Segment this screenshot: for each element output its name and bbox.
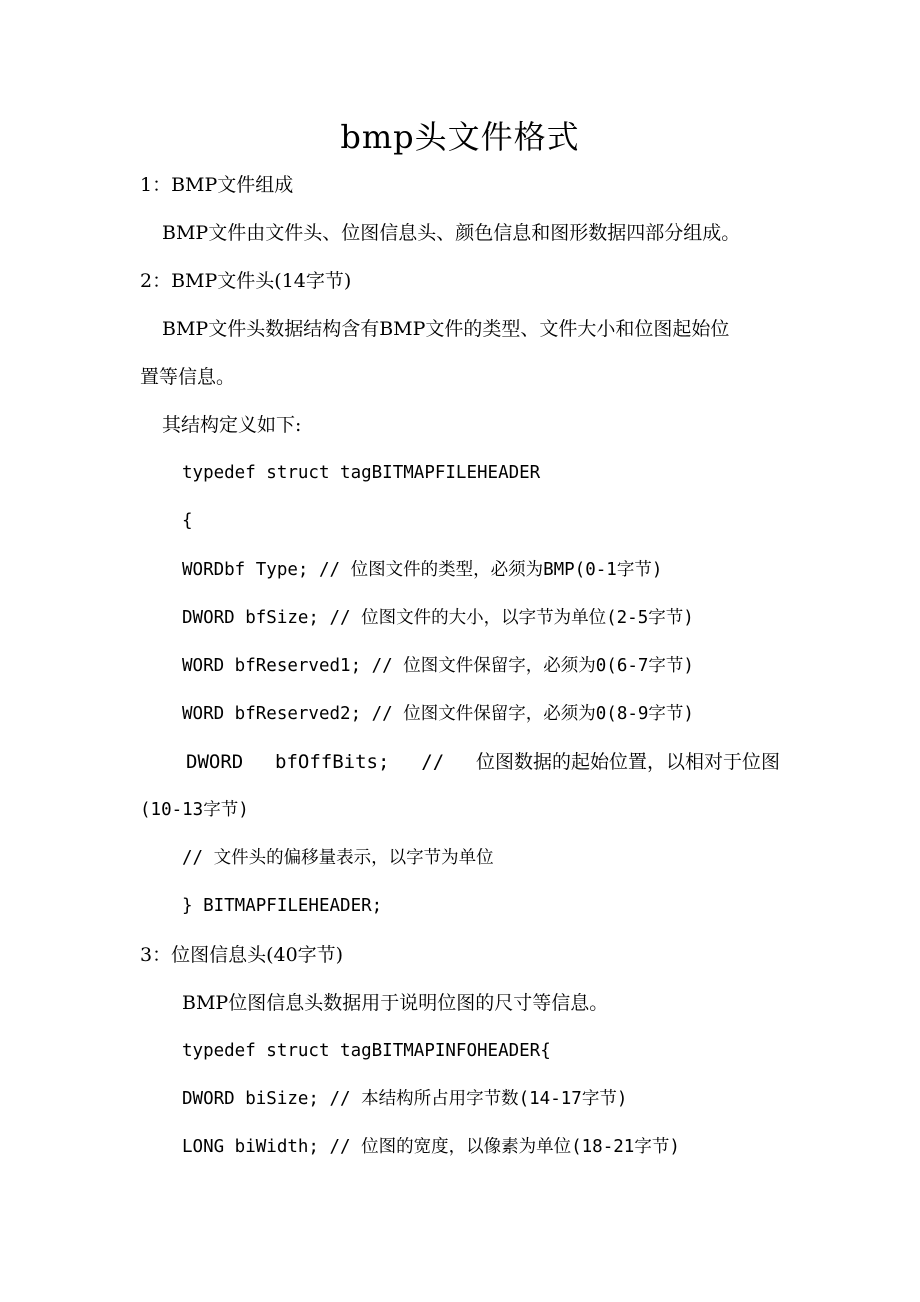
section-2-text-line-1: BMP文件头数据结构含有BMP文件的类型、文件大小和位图起始位	[162, 318, 730, 340]
code-field-bisize: DWORD biSize; // 本结构所占用字节数(14-17字节)	[182, 1089, 628, 1109]
section-1-heading: 1：BMP文件组成	[140, 174, 294, 196]
code-field-biwidth: LONG biWidth; // 位图的宽度，以像素为单位(18-21字节)	[182, 1137, 680, 1157]
code-token: bfOffBits;	[275, 751, 390, 773]
section-3-text: BMP位图信息头数据用于说明位图的尺寸等信息。	[182, 992, 609, 1014]
code-field-bfoffbits	[186, 747, 780, 777]
section-2-text-line-2: 置等信息。	[140, 366, 236, 388]
section-3-heading: 3：位图信息头(40字节)	[140, 944, 344, 966]
code-comment: 位图数据的起始位置，以相对于位图	[475, 751, 780, 773]
section-2-heading: 2：BMP文件头(14字节)	[140, 270, 352, 292]
code-field-bfsize: DWORD bfSize; // 位图文件的大小，以字节为单位(2-5字节)	[182, 608, 694, 628]
section-1-text: BMP文件由文件头、位图信息头、颜色信息和图形数据四部分组成。	[162, 222, 741, 244]
code-close-fileheader: } BITMAPFILEHEADER;	[182, 896, 383, 916]
code-field-bftype: WORDbf Type; // 位图文件的类型，必须为BMP(0-1字节)	[182, 560, 663, 580]
code-open-brace: {	[182, 511, 193, 531]
code-typedef-fileheader: typedef struct tagBITMAPFILEHEADER	[182, 463, 541, 483]
code-field-bfreserved2: WORD bfReserved2; // 位图文件保留字，必须为0(8-9字节)	[182, 704, 694, 724]
code-token: DWORD	[186, 751, 244, 773]
code-comment-offset: // 文件头的偏移量表示，以字节为单位	[182, 848, 494, 868]
code-typedef-infoheader: typedef struct tagBITMAPINFOHEADER{	[182, 1041, 551, 1061]
section-2-definition-intro: 其结构定义如下:	[162, 414, 302, 436]
code-token: //	[421, 751, 445, 773]
code-field-bfreserved1: WORD bfReserved1; // 位图文件保留字，必须为0(6-7字节)	[182, 656, 694, 676]
document-title: bmp头文件格式	[340, 118, 580, 156]
code-bfoffbits-continuation: (10-13字节)	[140, 800, 249, 820]
